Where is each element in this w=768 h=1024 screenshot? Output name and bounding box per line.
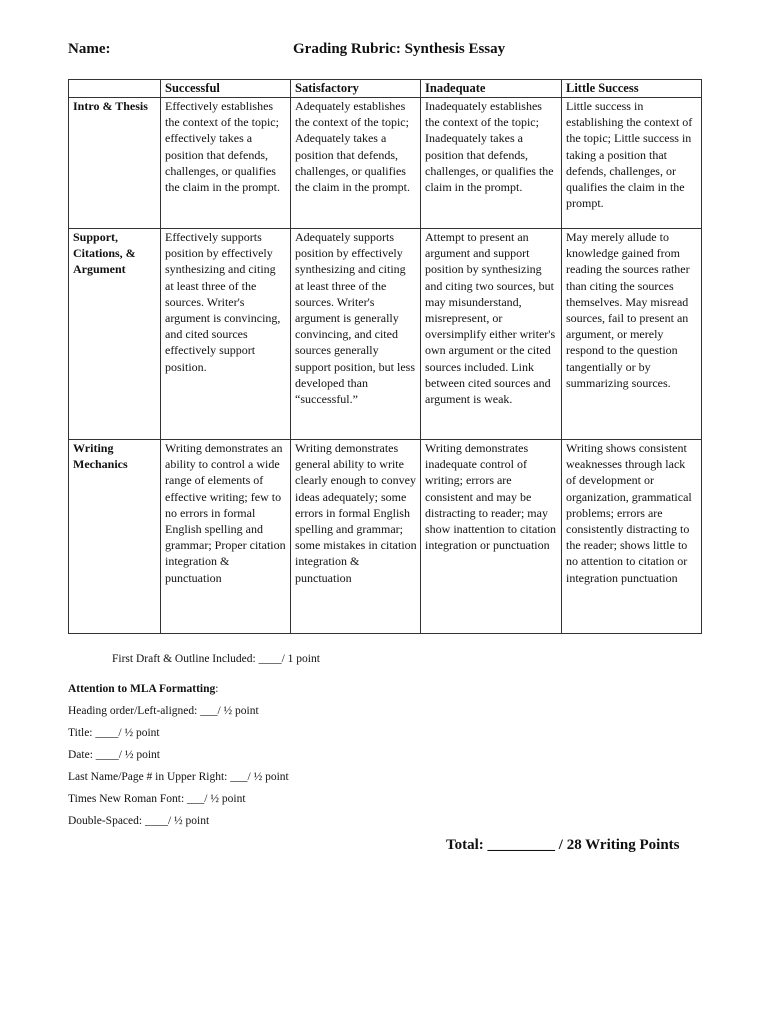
mla-item-title: Title: ____/ ½ point — [68, 727, 160, 739]
mla-item-heading-order: Heading order/Left-aligned: ___/ ½ point — [68, 705, 259, 717]
rubric-cell: Writing shows consistent weaknesses through lack of development or organization, grammatical problems; errors are consistently distracting to the reader; shows little to no attention to citation or integration punctuation — [562, 440, 702, 634]
rubric-cell: Adequately supports position by effectively synthesizing and citing at least three of the sources. Writer's argument is generally convincing, and cited sources generally support position, but less developed than “successful.” — [291, 229, 421, 440]
mla-heading-colon: : — [215, 683, 219, 695]
table-row — [69, 229, 702, 440]
rubric-cell: Adequately establishes the context of the topic; Adequately takes a position that defends, challenges, or qualifies the claim in the prompt. — [291, 98, 421, 229]
mla-item-font: Times New Roman Font: ___/ ½ point — [68, 793, 246, 805]
rubric-corner-cell — [69, 80, 161, 98]
page-header — [68, 41, 700, 65]
rubric-header-row — [69, 80, 702, 98]
table-row — [69, 440, 702, 634]
page-title: Grading Rubric: Synthesis Essay — [293, 41, 506, 57]
rubric-cell: May merely allude to knowledge gained from reading the sources rather than citing the sources themselves. May misread sources, fail to present an argument, or merely respond to the question tangentially or by summarizing sources. — [562, 229, 702, 440]
rubric-cell: Attempt to present an argument and support position by synthesizing and citing two sources, but may misunderstand, misrepresent, or oversimplify either writer's own argument or the cited sources included. Link between cited sources and argument is weak. — [421, 229, 562, 440]
table-row — [69, 98, 702, 229]
rubric-cell: Effectively supports position by effectively synthesizing and citing at least three of the sources. Writer's argument is convincing, and cited sources effectively support position. — [161, 229, 291, 440]
first-draft-line: First Draft & Outline Included: ____/ 1 point — [112, 653, 320, 665]
column-header-satisfactory: Satisfactory — [291, 80, 421, 98]
mla-item-last-name-page: Last Name/Page # in Upper Right: ___/ ½ point — [68, 771, 289, 783]
mla-heading-line — [68, 683, 218, 695]
row-header-intro-thesis: Intro & Thesis — [69, 98, 161, 229]
mla-heading: Attention to MLA Formatting — [68, 683, 216, 695]
name-label: Name: — [68, 41, 111, 57]
column-header-inadequate: Inadequate — [421, 80, 562, 98]
mla-item-double-spaced: Double-Spaced: ____/ ½ point — [68, 815, 210, 827]
row-header-writing-mechanics: Writing Mechanics — [69, 440, 161, 634]
mla-item-date: Date: ____/ ½ point — [68, 749, 160, 761]
rubric-cell: Writing demonstrates an ability to control a wide range of elements of effective writing; few to no errors in formal English spelling and grammar; Proper citation integration & punctuation — [161, 440, 291, 634]
rubric-cell: Little success in establishing the context of the topic; Little success in taking a position that defends, challenges, or qualifies the claim in the prompt. — [562, 98, 702, 229]
total-points: Total: _________ / 28 Writing Points — [446, 837, 680, 853]
rubric-cell: Writing demonstrates inadequate control of writing; errors are consistent and may be distracting to reader; may show inattention to citation integration or punctuation — [421, 440, 562, 634]
rubric-cell: Writing demonstrates general ability to write clearly enough to convey ideas adequately; some errors in formal English spelling and grammar; some mistakes in citation integration & punctuation — [291, 440, 421, 634]
row-header-support-citations-argument: Support, Citations, & Argument — [69, 229, 161, 440]
rubric-cell: Effectively establishes the context of the topic; effectively takes a position that defends, challenges, or qualifies the claim in the prompt. — [161, 98, 291, 229]
rubric-table — [68, 79, 702, 634]
rubric-cell: Inadequately establishes the context of the topic; Inadequately takes a position that defends, challenges, or qualifies the claim in the prompt. — [421, 98, 562, 229]
column-header-little-success: Little Success — [562, 80, 702, 98]
column-header-successful: Successful — [161, 80, 291, 98]
